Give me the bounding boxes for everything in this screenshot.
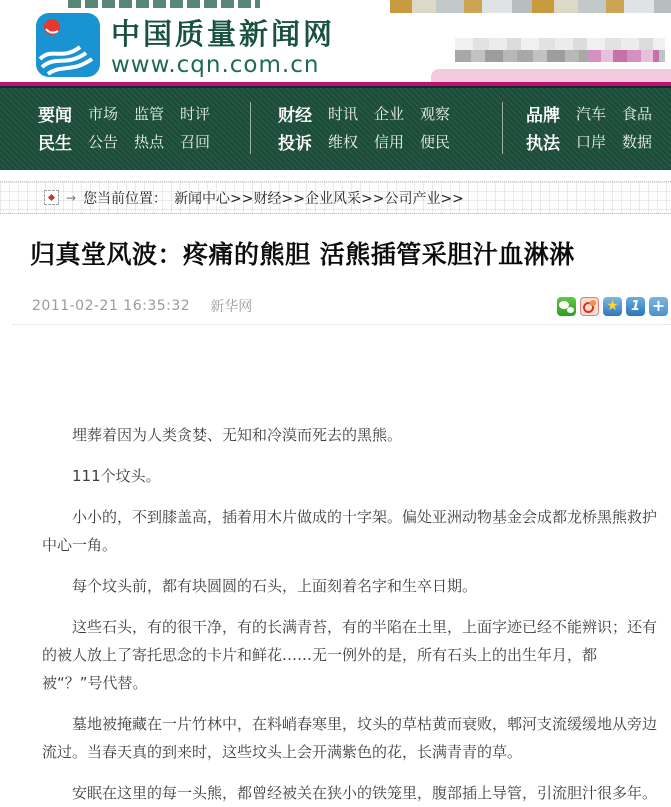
nav-item-qiye[interactable]: 企业 — [374, 105, 405, 123]
breadcrumb-label: 您当前位置： — [83, 190, 168, 207]
publish-date: 2011-02-21 16:35:32 — [32, 298, 191, 314]
paragraph: 111个坟头。 — [72, 467, 161, 485]
nav-item-shuju[interactable]: 数据 — [622, 133, 653, 151]
broken-image-icon — [44, 190, 59, 205]
nav-item-caijing[interactable]: 财经 — [278, 106, 312, 126]
site-name: 中国质量新闻网 — [111, 17, 336, 51]
nav-row — [278, 101, 502, 126]
redacted-top-banner-ad — [390, 0, 671, 13]
paragraph: 小小的，不到膝盖高，插着用木片做成的十字架。偏处亚洲动物基金会成都龙桥黑熊救护中心一角。 — [42, 508, 658, 554]
article-body — [0, 421, 671, 807]
nav-group-finance — [251, 101, 502, 170]
nav-item-zhifa[interactable]: 执法 — [526, 134, 560, 154]
nav-item-xinyong[interactable]: 信用 — [374, 133, 405, 151]
nav-item-yaowen[interactable]: 要闻 — [38, 106, 72, 126]
nav-item-guancha[interactable]: 观察 — [420, 105, 451, 123]
share-one-icon[interactable] — [626, 297, 645, 316]
paragraph: 墓地被掩藏在一片竹林中，在料峭春寒里，坟头的草枯黄而衰败，郫河支流缓缓地从旁边流过。当春天真的到来时，这些坟头上会开满紫色的花，长满青青的草。 — [42, 715, 658, 761]
arrow-icon: → — [66, 190, 77, 205]
nav-group-brand — [503, 101, 652, 170]
logo-text — [111, 13, 335, 78]
nav-item-weiquan[interactable]: 维权 — [328, 133, 359, 151]
redacted-masthead-slogan — [68, 0, 260, 8]
breadcrumb-path[interactable]: 新闻中心>>财经>>企业风采>>公司产业>> — [174, 190, 464, 207]
nav-item-qiche[interactable]: 汽车 — [576, 105, 607, 123]
nav-item-kouan[interactable]: 口岸 — [576, 133, 607, 151]
nav-row — [526, 129, 652, 154]
nav-row — [38, 129, 250, 154]
paragraph: 每个坟头前，都有块圆圆的石头，上面刻着名字和生卒日期。 — [72, 577, 478, 595]
site-header — [0, 0, 671, 82]
nav-row — [38, 101, 250, 126]
article-image-placeholder — [0, 325, 671, 421]
redacted-pink-banner — [431, 69, 671, 82]
site-logo[interactable] — [36, 13, 335, 78]
nav-item-zhaohui[interactable]: 召回 — [180, 133, 211, 151]
nav-row — [526, 101, 652, 126]
redacted-ad-row-2 — [455, 50, 665, 62]
nav-item-shiping[interactable]: 时评 — [180, 105, 211, 123]
nav-item-tousu[interactable]: 投诉 — [278, 134, 312, 154]
nav-item-shixun[interactable]: 时讯 — [328, 105, 359, 123]
share-more-icon[interactable] — [649, 297, 668, 316]
paragraph: 安眠在这里的每一头熊，都曾经被关在狭小的铁笼里，腹部插上导管，引流胆汁很多年。 — [72, 784, 658, 802]
share-toolbar — [557, 297, 668, 316]
nav-item-shichang[interactable]: 市场 — [88, 105, 119, 123]
cqn-wave-logo-icon — [36, 13, 100, 77]
main-navigation — [0, 86, 671, 170]
nav-item-pinpai[interactable]: 品牌 — [526, 106, 560, 126]
nav-item-gonggao[interactable]: 公告 — [88, 133, 119, 151]
article-title: 归真堂风波：疼痛的熊胆 活熊插管采胆汁血淋淋 — [30, 240, 575, 269]
nav-item-shipin[interactable]: 食品 — [622, 105, 653, 123]
qzone-share-icon[interactable] — [603, 297, 622, 316]
nav-row — [278, 129, 502, 154]
article-source: 新华网 — [210, 299, 253, 315]
paragraph: 埋葬着因为人类贪婪、无知和冷漠而死去的黑熊。 — [72, 426, 403, 444]
site-url[interactable]: www.cqn.com.cn — [111, 52, 320, 78]
redacted-ad-row-1 — [455, 38, 665, 50]
weibo-share-icon[interactable] — [580, 297, 599, 316]
wechat-share-icon[interactable] — [557, 297, 576, 316]
nav-group-news — [38, 101, 250, 170]
breadcrumb — [0, 181, 671, 214]
nav-item-redian[interactable]: 热点 — [134, 133, 165, 151]
nav-item-jianguan[interactable]: 监管 — [134, 105, 165, 123]
redacted-header-ad — [455, 38, 665, 62]
article-meta-row — [32, 296, 668, 316]
paragraph: 这些石头，有的很干净，有的长满青苔，有的半陷在土里，上面字迹已经不能辨识；还有的被人放上了寄托思念的卡片和鲜花……无一例外的是，所有石头上的出生年月，都被“？”号代替。 — [42, 618, 658, 692]
nav-item-bianmin[interactable]: 便民 — [420, 133, 451, 151]
nav-item-minsheng[interactable]: 民生 — [38, 134, 72, 154]
article — [0, 238, 671, 807]
